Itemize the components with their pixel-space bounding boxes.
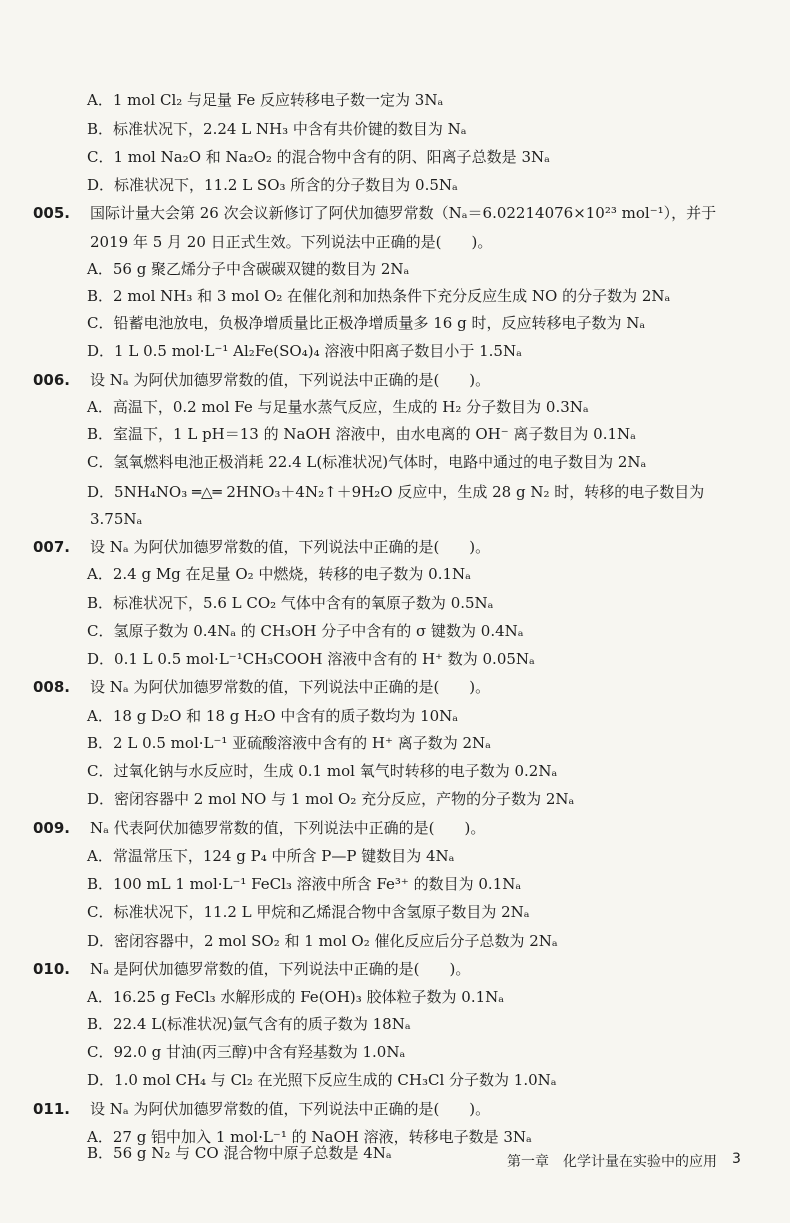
- answer-option: C．氢原子数为 0.4Nₐ 的 CH₃OH 分子中含有的 σ 键数为 0.4Nₐ: [87, 622, 524, 640]
- answer-option: C．92.0 g 甘油(丙三醇)中含有羟基数为 1.0Nₐ: [87, 1043, 406, 1061]
- answer-option: C．过氧化钠与水反应时，生成 0.1 mol 氧气时转移的电子数为 0.2Nₐ: [87, 762, 558, 780]
- question-number: 010.: [33, 960, 71, 978]
- answer-option: A．18 g D₂O 和 18 g H₂O 中含有的质子数均为 10Nₐ: [87, 707, 459, 725]
- question-text: 设 Nₐ 为阿伏加德罗常数的值，下列说法中正确的是( )。: [90, 1100, 491, 1118]
- footer-chapter-title: 第一章 化学计量在实验中的应用: [507, 1154, 717, 1170]
- question-text-continued: 3.75Nₐ: [90, 510, 143, 528]
- page-number: 3: [732, 1151, 741, 1167]
- answer-option: A．27 g 铝中加入 1 mol·L⁻¹ 的 NaOH 溶液，转移电子数是 3Nₐ: [87, 1128, 532, 1146]
- answer-option: B．2 L 0.5 mol·L⁻¹ 亚硫酸溶液中含有的 H⁺ 离子数为 2Nₐ: [87, 734, 491, 752]
- question-number: 007.: [33, 538, 71, 556]
- question-text: 设 Nₐ 为阿伏加德罗常数的值，下列说法中正确的是( )。: [90, 371, 491, 389]
- answer-option: A．2.4 g Mg 在足量 O₂ 中燃烧，转移的电子数为 0.1Nₐ: [87, 565, 471, 583]
- question-number: 009.: [33, 819, 71, 837]
- question-text: 设 Nₐ 为阿伏加德罗常数的值，下列说法中正确的是( )。: [90, 678, 491, 696]
- answer-option: B．标准状况下，2.24 L NH₃ 中含有共价键的数目为 Nₐ: [87, 120, 467, 138]
- answer-option: B．室温下，1 L pH＝13 的 NaOH 溶液中，由水电离的 OH⁻ 离子数目为 0.1Nₐ: [87, 425, 636, 443]
- answer-option: B．22.4 L(标准状况)氩气含有的质子数为 18Nₐ: [87, 1015, 411, 1033]
- answer-option: C．标准状况下，11.2 L 甲烷和乙烯混合物中含氢原子数目为 2Nₐ: [87, 903, 530, 921]
- answer-option: D．5NH₄NO₃ ═△═ 2HNO₃＋4N₂↑＋9H₂O 反应中，生成 28 g N₂ 时，转移的电子数目为: [87, 483, 705, 501]
- answer-option: A．高温下，0.2 mol Fe 与足量水蒸气反应，生成的 H₂ 分子数目为 0.3Nₐ: [87, 398, 589, 416]
- answer-option: A．常温常压下，124 g P₄ 中所含 P—P 键数目为 4Nₐ: [87, 847, 455, 865]
- answer-option: C．铅蓄电池放电，负极净增质量比正极净增质量多 16 g 时，反应转移电子数为 Nₐ: [87, 314, 646, 332]
- answer-option: D．0.1 L 0.5 mol·L⁻¹CH₃COOH 溶液中含有的 H⁺ 数为 0.05Nₐ: [87, 650, 535, 668]
- question-number: 011.: [33, 1100, 71, 1118]
- question-text: Nₐ 是阿伏加德罗常数的值，下列说法中正确的是( )。: [90, 960, 471, 978]
- answer-option: A．1 mol Cl₂ 与足量 Fe 反应转移电子数一定为 3Nₐ: [87, 91, 444, 109]
- answer-option: C．1 mol Na₂O 和 Na₂O₂ 的混合物中含有的阴、阳离子总数是 3Nₐ: [87, 148, 550, 166]
- answer-option: B．标准状况下，5.6 L CO₂ 气体中含有的氧原子数为 0.5Nₐ: [87, 594, 494, 612]
- question-number: 006.: [33, 371, 71, 389]
- question-number: 008.: [33, 678, 71, 696]
- answer-option: B．2 mol NH₃ 和 3 mol O₂ 在催化剂和加热条件下充分反应生成 NO 的分子数为 2Nₐ: [87, 287, 671, 305]
- answer-option: A．56 g 聚乙烯分子中含碳碳双键的数目为 2Nₐ: [87, 260, 410, 278]
- answer-option: C．氢氧燃料电池正极消耗 22.4 L(标准状况)气体时，电路中通过的电子数目为 2Nₐ: [87, 453, 647, 471]
- answer-option: D．标准状况下，11.2 L SO₃ 所含的分子数目为 0.5Nₐ: [87, 176, 458, 194]
- question-text: 国际计量大会第 26 次会议新修订了阿伏加德罗常数（Nₐ＝6.02214076×10²³ mol⁻¹），并于: [90, 204, 717, 222]
- question-text-continued: 2019 年 5 月 20 日正式生效。下列说法中正确的是( )。: [90, 233, 493, 251]
- answer-option: D．1.0 mol CH₄ 与 Cl₂ 在光照下反应生成的 CH₃Cl 分子数为 1.0Nₐ: [87, 1071, 557, 1089]
- answer-option: A．16.25 g FeCl₃ 水解形成的 Fe(OH)₃ 胶体粒子数为 0.1Nₐ: [87, 988, 505, 1006]
- question-text: Nₐ 代表阿伏加德罗常数的值，下列说法中正确的是( )。: [90, 819, 486, 837]
- question-number: 005.: [33, 204, 71, 222]
- answer-option: D．1 L 0.5 mol·L⁻¹ Al₂Fe(SO₄)₄ 溶液中阳离子数目小于 1.5Nₐ: [87, 342, 522, 360]
- answer-option: B．56 g N₂ 与 CO 混合物中原子总数是 4Nₐ: [87, 1143, 392, 1162]
- answer-option: B．100 mL 1 mol·L⁻¹ FeCl₃ 溶液中所含 Fe³⁺ 的数目为 0.1Nₐ: [87, 875, 522, 893]
- question-text: 设 Nₐ 为阿伏加德罗常数的值，下列说法中正确的是( )。: [90, 538, 491, 556]
- answer-option: D．密闭容器中，2 mol SO₂ 和 1 mol O₂ 催化反应后分子总数为 2Nₐ: [87, 932, 558, 950]
- answer-option: D．密闭容器中 2 mol NO 与 1 mol O₂ 充分反应，产物的分子数为 2Nₐ: [87, 790, 575, 808]
- page-footer: [0, 1151, 790, 1177]
